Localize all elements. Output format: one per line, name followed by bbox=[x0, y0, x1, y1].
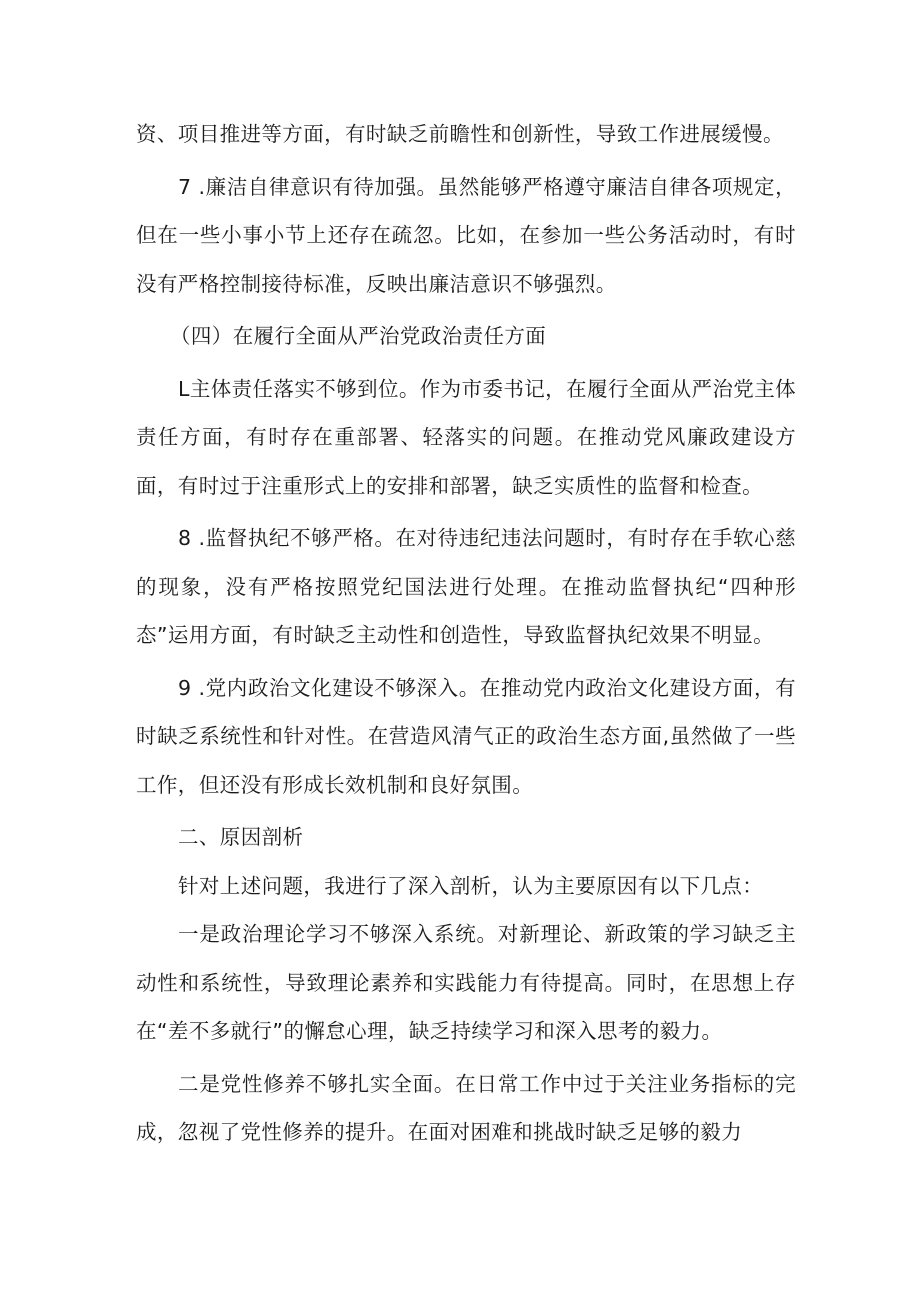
paragraph-item-1: L主体责任落实不够到位。作为市委书记，在履行全面从严治党主体责任方面，有时存在重部署、轻落实的问题。在推动党风廉政建设方面，有时过于注重形式上的安排和部署，缺乏实质性的监督和检查。 bbox=[136, 376, 796, 498]
paragraph-continuation: 资、项目推进等方面，有时缺乏前瞻性和创新性，导致工作进展缓慢。 bbox=[136, 122, 784, 146]
paragraph-intro: 针对上述问题，我进行了深入剖析，认为主要原因有以下几点： bbox=[178, 873, 764, 898]
section-heading-2: 二、原因剖析 bbox=[178, 825, 304, 849]
paragraph-reason-2: 二是党性修养不够扎实全面。在日常工作中过于关注业务指标的完成，忽视了党性修养的提升。在面对困难和挑战时缺乏足够的毅力 bbox=[136, 1071, 796, 1144]
paragraph-reason-1: 一是政治理论学习不够深入系统。对新理论、新政策的学习缺乏主动性和系统性，导致理论素养和实践能力有待提高。同时，在思想上存在“差不多就行”的懈怠心理，缺乏持续学习和深入思考的毅力。 bbox=[136, 922, 796, 1043]
paragraph-item-9: 9 .党内政治文化建设不够深入。在推动党内政治文化建设方面，有时缺乏系统性和针对性。在营造风清气正的政治生态方面,虽然做了一些工作，但还没有形成长效机制和良好氛围。 bbox=[136, 675, 796, 797]
section-heading-4: （四）在履行全面从严治党政治责任方面 bbox=[170, 324, 547, 348]
document-body bbox=[136, 110, 796, 1157]
paragraph-item-7: 7 .廉洁自律意识有待加强。虽然能够严格遵守廉洁自律各项规定，但在一些小事小节上还存在疏忽。比如，在参加一些公务活动时，有时没有严格控制接待标准，反映出廉洁意识不够强烈。 bbox=[136, 174, 796, 296]
paragraph-item-8: 8 .监督执纪不够严格。在对待违纪违法问题时，有时存在手软心慈的现象，没有严格按照党纪国法进行处理。在推动监督执纪“四种形态”运用方面，有时缺乏主动性和创造性，导致监督执纪效果不明显。 bbox=[136, 526, 796, 647]
